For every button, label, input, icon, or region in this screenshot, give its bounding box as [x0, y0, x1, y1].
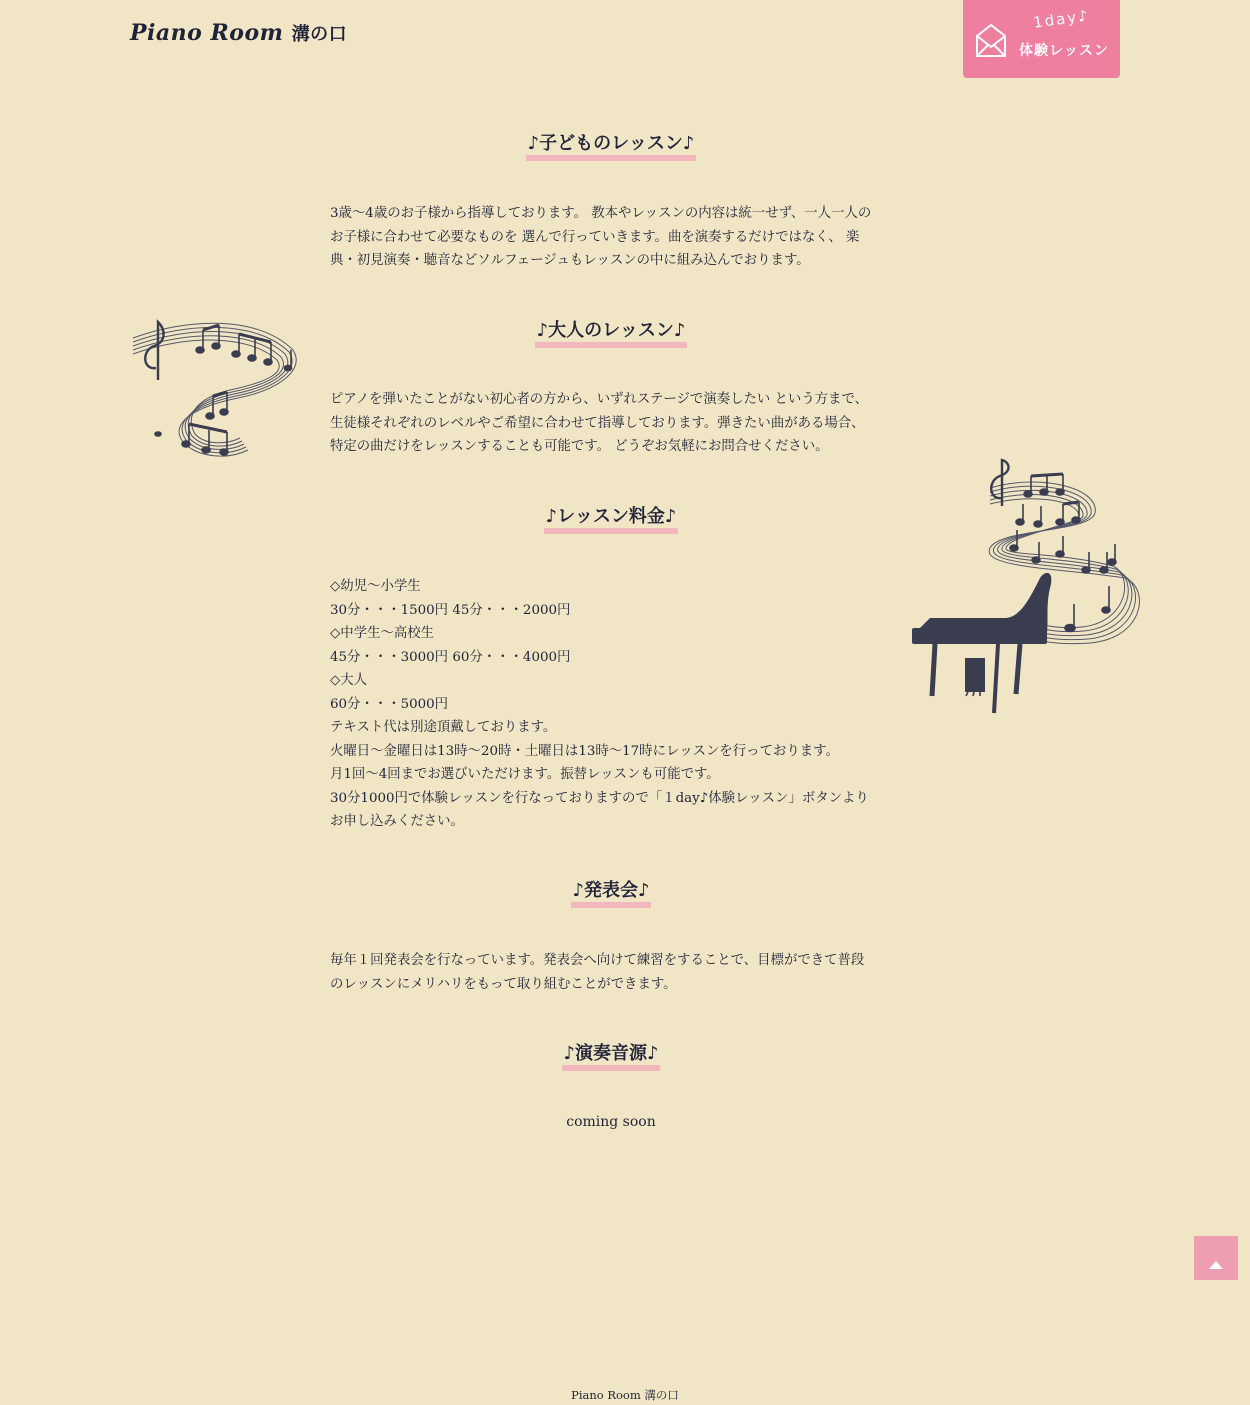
text-line: のレッスンにメリハリをもって取り組むことができます。 — [330, 976, 677, 992]
text-line: ピアノを弾いたことがない初心者の方から、いずれステージで演奏したい という方まで、 — [330, 392, 869, 407]
section-title-recital-text: ♪発表会♪ — [571, 881, 652, 908]
footer-text: Piano Room 溝の口 — [571, 1388, 679, 1402]
section-title-fees-text: ♪レッスン料金♪ — [544, 507, 679, 534]
envelope-icon — [975, 22, 1007, 58]
section-title-kids-text: ♪子どものレッスン♪ — [526, 134, 697, 161]
trial-label-day[interactable]: 1day♪ — [1032, 6, 1091, 32]
text-line: 45分・・・3000円 60分・・・4000円 — [330, 649, 571, 665]
section-title-audio — [0, 1042, 1222, 1071]
text-line: 生徒様それぞれのレベルやご希望に合わせて指導しております。弾きたい曲がある場合、 — [330, 415, 865, 431]
section-title-kids — [0, 132, 1222, 161]
back-to-top-button[interactable] — [1194, 1236, 1238, 1280]
text-line: ◇中学生〜高校生 — [330, 626, 435, 641]
text-line: お申し込みください。 — [330, 814, 464, 829]
music-notes-icon — [128, 310, 308, 475]
text-line: 典・初見演奏・聴音などソルフェージュもレッスンの中に組み込んでおります。 — [330, 253, 810, 268]
text-line: テキスト代は別途頂戴しております。 — [330, 720, 557, 735]
logo-text[interactable]: Piano Room — [130, 20, 284, 46]
section-title-audio-text: ♪演奏音源♪ — [562, 1044, 661, 1071]
text-line: お子様に合わせて必要なものを 選んで行っていきます。曲を演奏するだけではなく、 楽 — [330, 229, 860, 245]
text-line: 火曜日〜金曜日は13時〜20時・土曜日は13時〜17時にレッスンを行っております。 — [330, 743, 839, 759]
text-line: 3歳〜4歳のお子様から指導しております。 教本やレッスンの内容は統一せず、一人一人の — [330, 206, 872, 221]
section-title-recital — [0, 879, 1222, 908]
text-line: 30分・・・1500円 45分・・・2000円 — [330, 602, 571, 618]
coming-soon-text: coming soon — [566, 1114, 656, 1130]
text-line: 60分・・・5000円 — [330, 696, 449, 712]
text-line: 毎年１回発表会を行なっています。発表会へ向けて練習をすることで、目標ができて普段 — [330, 953, 865, 968]
section-text-fees — [330, 575, 892, 834]
section-title-adults-text: ♪大人のレッスン♪ — [535, 321, 688, 348]
site-logo[interactable] — [130, 20, 347, 46]
section-text-kids — [330, 202, 892, 273]
text-line: 特定の曲だけをレッスンすることも可能です。 どうぞお気軽にお問合せください。 — [330, 439, 829, 454]
text-line: ◇幼児〜小学生 — [330, 579, 421, 594]
section-text-adults — [330, 388, 892, 459]
section-text-recital — [330, 949, 892, 996]
logo-suffix[interactable]: 溝の口 — [291, 24, 348, 45]
text-line: 30分1000円で体験レッスンを行なっておりますので「１day♪体験レッスン」ボタンより — [330, 790, 869, 806]
trial-lesson-button[interactable] — [963, 0, 1120, 78]
grand-piano-icon — [910, 458, 1145, 718]
arrow-up-icon — [1208, 1258, 1224, 1270]
text-line: ◇大人 — [330, 673, 368, 688]
trial-label-lesson[interactable]: 体験レッスン — [1019, 43, 1109, 59]
text-line: 月1回〜4回までお選びいただけます。振替レッスンも可能です。 — [330, 767, 720, 782]
